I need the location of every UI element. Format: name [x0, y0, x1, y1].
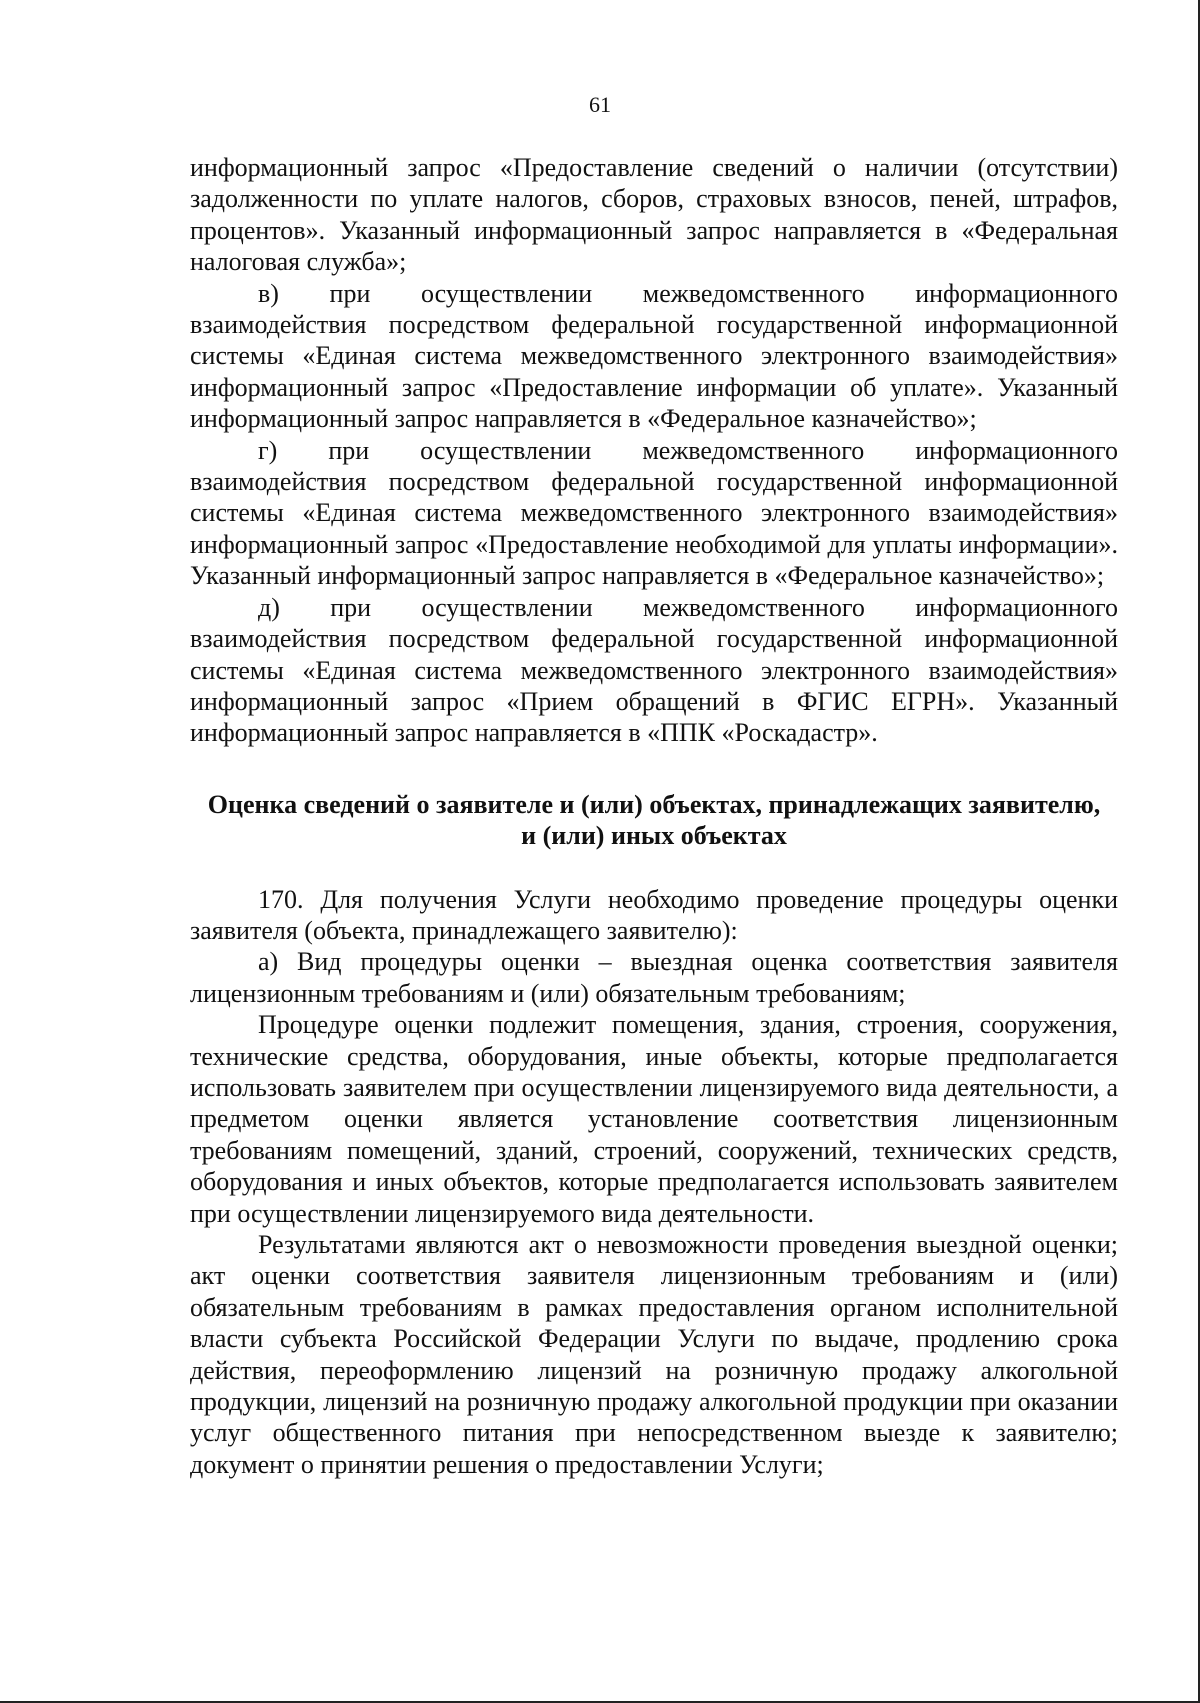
paragraph-continuation: информационный запрос «Предоставление сведений о наличии (отсутствии) задолженности по уплате налогов, сборов, страховых взносов, пеней, штрафов, процентов». Указанный информационный запрос направляется в «Федеральная налоговая служба»; [190, 153, 1118, 277]
paragraph-item-a: а) Вид процедуры оценки – выездная оценка соответствия заявителя лицензионным требованиям и (или) обязательным требованиям; [190, 947, 1118, 1008]
section-heading-line-2: и (или) иных объектах [521, 821, 787, 851]
paragraph-item-d: д) при осуществлении межведомственного информационного взаимодействия посредством федеральной государственной информационной системы «Единая система межведомственного электронного взаимодействия» информационный запрос «Прием обращений в ФГИС ЕГРН». Указанный информационный запрос направляется в «ППК «Роскадастр». [190, 592, 1118, 748]
paragraph-item-v: в) при осуществлении межведомственного информационного взаимодействия посредством федеральной государственной информационной системы «Единая система межведомственного электронного взаимодействия» информационный запрос «Предоставление информации об уплате». Указанный информационный запрос направляется в «Федеральное казначейство»; [190, 278, 1118, 434]
paragraph-results: Результатами являются акт о невозможности проведения выездной оценки; акт оценки соответствия заявителя лицензионным требованиям и (или) обязательным требованиям в рамках предоставления органом исполнительной власти субъекта Российской Федерации Услуги по выдаче, продлению срока действия, переоформлению лицензий на розничную продажу алкогольной продукции, лицензий на розничную продажу алкогольной продукции при оказании услуг общественного питания при непосредственном выезде к заявителю; документ о принятии решения о предоставлении Услуги; [190, 1230, 1118, 1479]
section-heading [190, 789, 1118, 852]
document-body [190, 152, 1118, 1480]
paragraph-170: 170. Для получения Услуги необходимо проведение процедуры оценки заявителя (объекта, принадлежащего заявителю): [190, 884, 1118, 945]
section-heading-line-1: Оценка сведений о заявителе и (или) объектах, принадлежащих заявителю, [207, 789, 1101, 819]
page-number: 61 [589, 92, 611, 117]
paragraph-assessment-subject: Процедуре оценки подлежит помещения, здания, строения, сооружения, технические средства, оборудования, иные объекты, которые предполагается использовать заявителем при осуществлении лицензируемого вида деятельности, а предметом оценки является установление соответствия лицензионным требованиям помещений, зданий, строений, сооружений, технических средств, оборудования и иных объектов, которые предполагается использовать заявителем при осуществлении лицензируемого вида деятельности. [190, 1010, 1118, 1228]
paragraph-item-g: г) при осуществлении межведомственного информационного взаимодействия посредством федеральной государственной информационной системы «Единая система межведомственного электронного взаимодействия» информационный запрос «Предоставление необходимой для уплаты информации». Указанный информационный запрос направляется в «Федеральное казначейство»; [190, 435, 1118, 591]
